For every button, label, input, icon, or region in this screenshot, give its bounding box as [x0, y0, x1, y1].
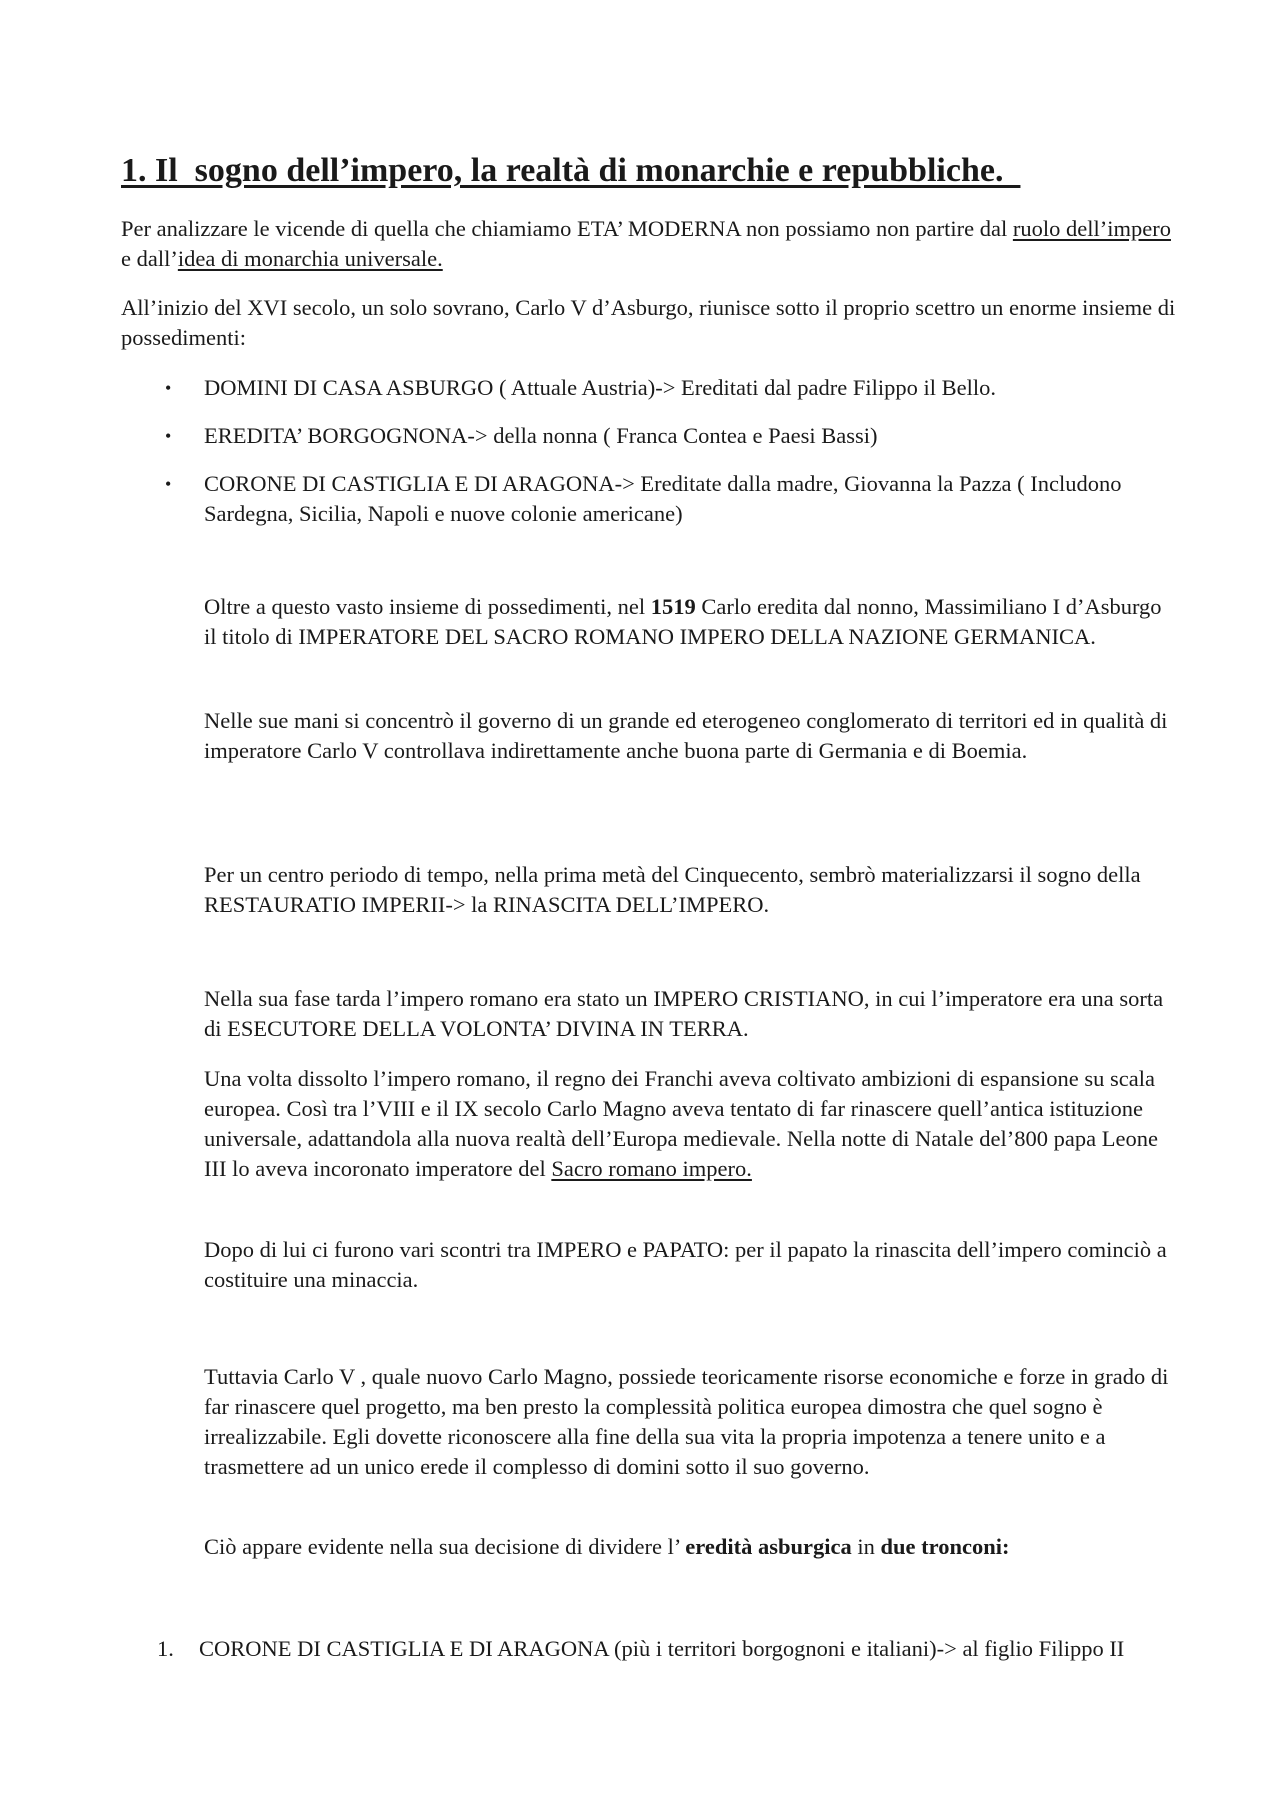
paragraph-xvi-secolo: All’inizio del XVI secolo, un solo sovrano, Carlo V d’Asburgo, riunisce sotto il proprio scettro un enorme insieme di possedimenti: — [121, 295, 1176, 350]
paragraph-restauratio: Per un centro periodo di tempo, nella prima metà del Cinquecento, sembrò materializzarsi il sogno della RESTAURATIO IMPERII-> la RINASCITA DELL’IMPERO. — [204, 862, 1141, 917]
intro-text: Per analizzare le vicende di quella che chiamiamo ETA’ MODERNA non possiamo non partire dal — [121, 216, 1013, 241]
paragraph-impero-papato: Dopo di lui ci furono vari scontri tra IMPERO e PAPATO: per il papato la rinascita dell’impero cominciò a costituire una minaccia. — [204, 1237, 1167, 1292]
intro-text-2: e dall’ — [121, 246, 178, 271]
year-1519: 1519 — [650, 594, 696, 619]
paragraph-eredita: Ciò appare evidente nella sua decisione di dividere l’ eredità asburgica in due tronconi: — [204, 1534, 1010, 1559]
underlined-sacro-romano-impero: Sacro romano impero. — [551, 1156, 752, 1181]
list-item: • EREDITA’ BORGOGNONA-> della nonna ( Franca Contea e Paesi Bassi) — [121, 421, 1181, 451]
bullet-icon: • — [165, 378, 172, 398]
paragraph-1519: Oltre a questo vasto insieme di possedimenti, nel 1519 Carlo eredita dal nonno, Massimiliano I d’Asburgo il titolo di IMPERATORE DEL SACRO ROMANO IMPERO DELLA NAZIONE GERMANICA. — [204, 594, 1162, 649]
paragraph-intro — [121, 214, 1181, 274]
page-title: 1. Il sogno dell’impero, la realtà di monarchie e repubbliche. — [121, 152, 1021, 189]
paragraph-tuttavia: Tuttavia Carlo V , quale nuovo Carlo Magno, possiede teoricamente risorse economiche e forze in grado di far rinascere quel progetto, ma ben presto la complessità politica europea dimostra che quel sogno è irrealizzabile. Egli dovette riconoscere alla fine della sua vita la propria impotenza a tenere unito e a trasmettere ad un unico erede il complesso di domini sotto il suo governo. — [204, 1364, 1169, 1479]
bullet-icon: • — [165, 474, 172, 494]
possessions-list — [121, 373, 1181, 547]
list-item: • DOMINI DI CASA ASBURGO ( Attuale Austria)-> Ereditati dal padre Filippo il Bello. — [121, 373, 1181, 403]
paragraph-impero-cristiano: Nella sua fase tarda l’impero romano era stato un IMPERO CRISTIANO, in cui l’imperatore era una sorta di ESECUTORE DELLA VOLONTA’ DIVINA IN TERRA. — [204, 986, 1164, 1041]
list-item: 1. CORONE DI CASTIGLIA E DI ARAGONA (più i territori borgognoni e italiani)-> al figlio Filippo II — [157, 1636, 1125, 1661]
underlined-ruolo-impero: ruolo dell’impero — [1012, 216, 1171, 241]
tronconi-list — [121, 1634, 1181, 1664]
bullet-icon: • — [165, 426, 172, 446]
bold-due-tronconi: due tronconi: — [880, 1534, 1010, 1559]
list-item: • CORONE DI CASTIGLIA E DI ARAGONA-> Ereditate dalla madre, Giovanna la Pazza ( Includono Sardegna, Sicilia, Napoli e nuove colonie americane) — [165, 471, 1122, 526]
paragraph-governo: Nelle sue mani si concentrò il governo di un grande ed eterogeneo conglomerato di territori ed in qualità di imperatore Carlo V controllava indirettamente anche buona parte di Germania e di Boemia. — [204, 708, 1168, 763]
bold-eredita-asburgica: eredità asburgica — [685, 1534, 852, 1559]
underlined-monarchia-universale: idea di monarchia universale. — [177, 246, 443, 271]
paragraph-carlo-magno: Una volta dissolto l’impero romano, il regno dei Franchi aveva coltivato ambizioni di espansione su scala europea. Così tra l’VIII e il IX secolo Carlo Magno aveva tentato di far rinascere quell’antica istituzione universale, adattandola alla nuova realtà dell’Europa medievale. Nella notte di Natale del’800 papa Leone III lo aveva incoronato imperatore del Sacro romano impero. — [204, 1066, 1158, 1181]
